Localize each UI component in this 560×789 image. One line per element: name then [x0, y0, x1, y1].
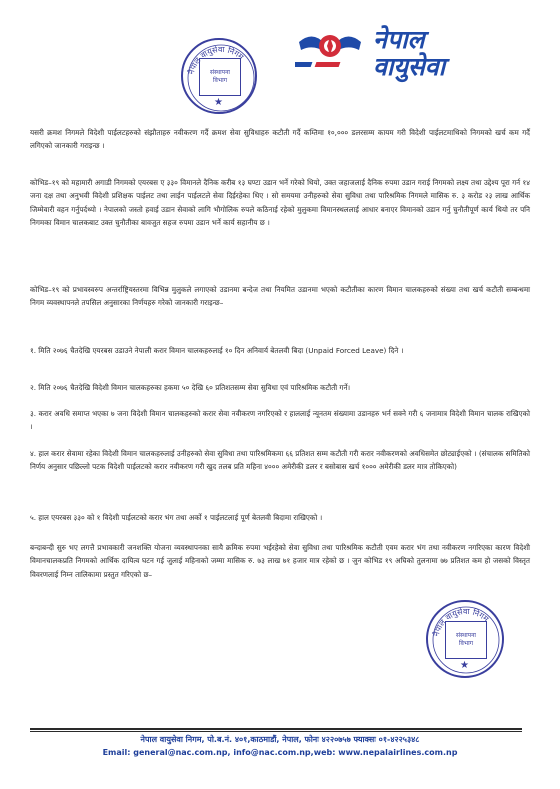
logo-text-line1: नेपाल	[373, 25, 425, 54]
logo-text-line2: वायुसेवा	[373, 52, 446, 81]
seal-center-line1: संस्थापना	[210, 69, 230, 77]
official-seal-bottom	[426, 600, 504, 678]
seal-center	[445, 621, 487, 659]
footer-address: नेपाल वायुसेवा निगम, पो.ब.नं. ४०१,काठमाडौं, नेपाल, फोनः ४२२०७५७ फ्याक्सः ०१-४२२५३४८	[140, 735, 420, 744]
seal-text: नेपाल वायुसेवा निगम	[186, 44, 246, 76]
footer-contact: Email: general@nac.com.np, info@nac.com.np,web: www.nepalairlines.com.np	[102, 748, 458, 757]
decision-item-4: ४. हाल करार सेवामा रहेका विदेशी विमान चालकहरुलाई उनीहरुको सेवा सुविधा तथा पारिश्रमिकमा ६६ प्रतिशत सम्म कटौती गरी करार नवीकरणको अवधिसमेत छोट्याईएको । (संचालक समितिको निर्णय अनुसार पछिल्लो पटक विदेशी पाईलटको करार नवीकरण गरी खुद तलब प्रति महिना ४००० अमेरीकी डलर र बसोबास खर्च १००० अमेरीकी डलर मात्र तोकिएको)	[30, 449, 530, 472]
footer-divider-thin	[30, 731, 522, 732]
seal-center	[199, 58, 241, 96]
seal-center-line2: विभाग	[212, 77, 228, 84]
decision-item-5: ५. हाल एयरबस ३३० को १ विदेशी पाईलटको करार भंग तथा अर्को १ पाईलटलाई पूर्ण बेतलवी बिदामा राखिएको ।	[30, 513, 323, 522]
seal-center-line1: संस्थापना	[456, 632, 476, 640]
star-icon: ★	[214, 97, 223, 108]
decision-item-3: ३. करार अवधि समाप्त भएका ७ जना विदेशी विमान चालकहरुको करार सेवा नवीकरण नगरिएको र हाललाई न्यूनतम संख्यामा उडानहरु भर्न सक्ने गरी ६ जनामात्र विदेशी विमान चालक राखिएको ।	[30, 409, 530, 432]
footer-divider	[30, 728, 522, 730]
decision-item-2: २. मिति २०७६ चैतदेखि विदेशी विमान चालकहरुका हकमा ५० देखि ६० प्रतिशतसम्म सेवा सुविधा एवं पारिश्रमिक कटौती गर्ने।	[30, 383, 351, 392]
seal-text: नेपाल वायुसेवा निगम	[431, 606, 491, 638]
paragraph-covid-before: कोभिड–१९ को महामारी अगाडी निगमको एयरबस ए ३३० विमानले दैनिक करीब १३ घण्टा उडान भर्ने गरेको थियो, उक्त जहाजलाई दैनिक रुपमा उडान गराई निगमको लक्ष्य तथा उद्देश्य पूरा गर्न १४ जना दक्ष तथा अनुभवी विदेशी प्रशिक्षक पाईलट तथा लाईन पाईलटले सेवा दिईरहेका थिए । सो समयमा उनीहरुको सेवा सुविधा तथा पारिश्रमिक निगमले मासिक रु. ३ करोड २३ लाख आर्थिक जिम्मेवारी वहन गर्नुपर्दथ्यो । नेपालको जस्तो हवाई उडान सेवाको लागि भौगोलिक रुपले कठिनाई रहेको मुलुकमा विमानस्थललाई आधार बनाएर विमानको उडान गर्नु चुनौतीपूर्ण कार्य थियो तर पनि निगमका विमान चालकबाट उक्त चुनौतीका बावजुत सहज रुपमा उडान भर्ने कार्य सहानीय छ ।	[30, 178, 530, 228]
star-icon: ★	[460, 660, 469, 671]
seal-center-line2: विभाग	[458, 640, 474, 647]
airline-logo	[295, 18, 525, 88]
logo-wordmark	[373, 26, 445, 80]
decision-item-1: १. मिति २०७६ चैतदेखि एयरबस उडाउने नेपाली करार विमान चालकहरुलाई १० दिन अनिवार्य बेतलवी बिदा (Unpaid Forced Leave) दिने ।	[30, 346, 404, 355]
paragraph-covid-impact: कोभिड–१९ को प्रभावस्वरुप अन्तर्राष्ट्रियस्तरमा विभिन्न मुलुकले लगाएको उडानमा बन्देज तथा नियमित उडानमा भएको कटौतीका कारण विमान चालकहरुको संख्या तथा खर्च कटौती सम्बन्धमा निगम व्यवस्थापनले तपसिल अनुसारका निर्णयहरु गरेको जानकारी गराइन्छ–	[30, 285, 530, 308]
paragraph-intro: यसरी क्रमश निगमले विदेशी पाईलटहरुको संझौताहरु नवीकरण गर्दै क्रमश सेवा सुविधाहरु कटौती गर्दै कम्तिमा १०,००० डलरसम्म कायम गरी विदेशी पाईलटमाथिको निगमको खर्च कम गर्दै लगिएको जानकारी गराइन्छ ।	[30, 128, 530, 151]
paragraph-summary: बन्दाबन्दी सुरु भए लगत्तै प्रभावकारी जनशक्ति योजना व्यवस्थापनका सायै क्रमिक रुपमा भईरहेको सेवा सुविधा तथा पारिश्रमिक कटौती एवम करार भंग तथा नवीकरण नगरिएका कारण विदेशी विमानचालकप्रति निगमको आर्थिक दायित्व घटन गई जुलाई महिनाको जम्मा मासिक रु. ७३ लाख ७१ हजार मात्र रहेको छ । जुन कोभिड १९ अघिको तुलनामा ७७ प्रतिशत कम हो जसको विस्तृत विवरणलाई निम्न तालिकामा प्रस्तुत गरिएको छ–	[30, 543, 530, 579]
wings-emblem-icon	[295, 22, 365, 82]
official-seal	[181, 38, 257, 114]
